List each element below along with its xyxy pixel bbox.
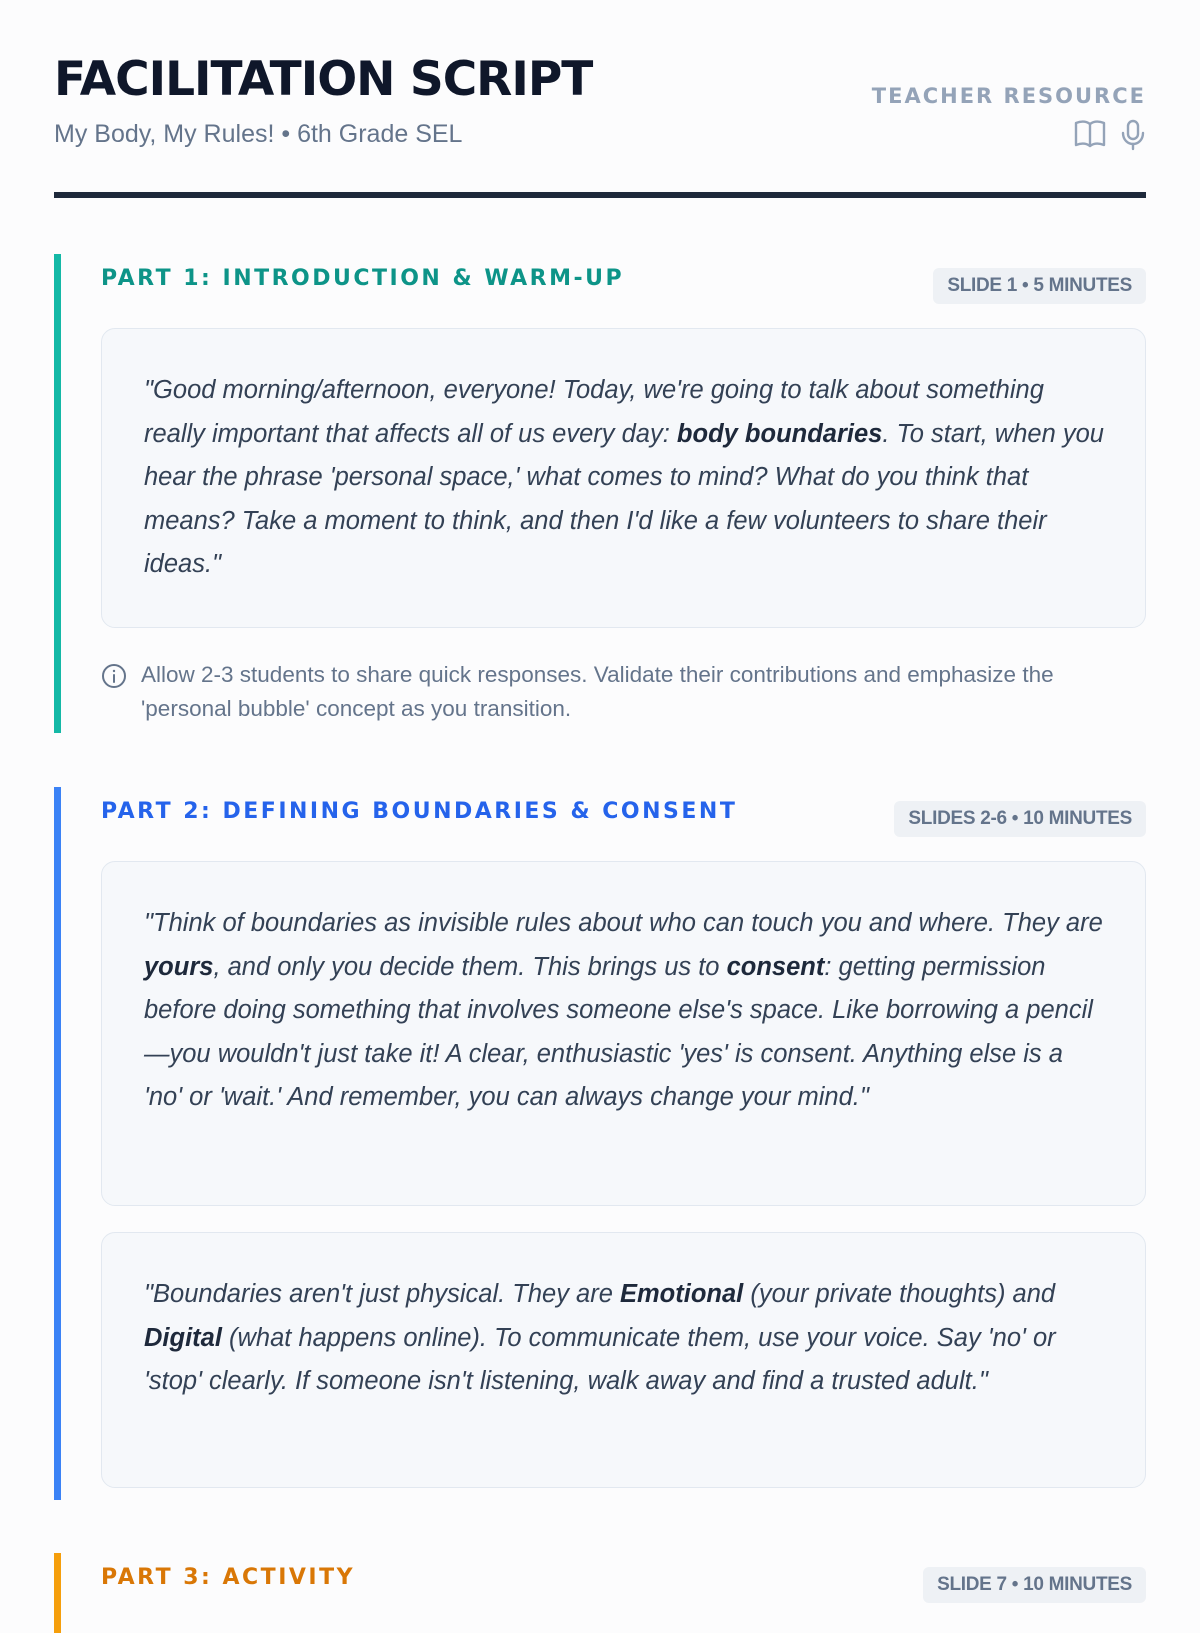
slide-time-badge: SLIDE 7 • 10 MINUTES [923, 1567, 1146, 1603]
info-icon [101, 658, 127, 726]
quote-text: "Good morning/afternoon, everyone! Today, we're going to talk about something really important that affects all of us every day: [144, 376, 1044, 448]
microphone-icon [1120, 119, 1146, 151]
section-part-2 [54, 787, 1146, 1500]
quote-emphasis: body boundaries [676, 419, 883, 448]
quote-emphasis: Digital [144, 1323, 222, 1352]
quote-text: , and only you decide them. This brings us to [213, 952, 727, 981]
section-title: PART 2: DEFINING BOUNDARIES & CONSENT [101, 799, 738, 824]
page-header [54, 0, 1146, 200]
quote-text: . To start, when you hear the phrase 'personal space,' what comes to mind? What do you think that means? Take a moment to think, and then I'd like a few volunteers to share their ideas." [144, 419, 1104, 578]
page-title: FACILITATION SCRIPT [54, 52, 593, 107]
quote-emphasis: Emotional [620, 1280, 744, 1308]
page-subtitle: My Body, My Rules! • 6th Grade SEL [54, 120, 463, 148]
header-icons [1074, 119, 1146, 151]
quote-emphasis: yours [144, 952, 214, 981]
script-quote [101, 328, 1146, 628]
facilitation-script-page [54, 0, 1146, 1595]
section-part-1 [54, 254, 1146, 733]
facilitator-note [101, 658, 1126, 726]
script-quote [101, 861, 1146, 1206]
section-header [101, 254, 1146, 296]
quote-text: "Think of boundaries as invisible rules about who can touch you and where. They are [144, 909, 1103, 937]
slide-time-badge: SLIDE 1 • 5 MINUTES [933, 268, 1146, 304]
quote-text: "Boundaries aren't just physical. They are [144, 1280, 620, 1308]
quote-text: (what happens online). To communicate them, use your voice. Say 'no' or 'stop' clearly. If someone isn't listening, walk away and find a trusted adult." [144, 1323, 1056, 1395]
section-title: PART 3: ACTIVITY [101, 1565, 356, 1590]
section-header [101, 1553, 1146, 1595]
quote-text: : getting permission before doing something that involves someone else's space. Like borrowing a pencil—you wouldn't just take it! A clear, enthusiastic 'yes' is consent. Anything else is a 'no' or 'wait.' And remember, you can always change your mind." [144, 952, 1093, 1111]
section-title: PART 1: INTRODUCTION & WARM-UP [101, 266, 625, 291]
section-header [101, 787, 1146, 829]
header-divider [54, 192, 1146, 198]
note-text: Allow 2-3 students to share quick responses. Validate their contributions and emphasize the 'personal bubble' concept as you transition. [141, 662, 1054, 721]
section-part-3 [54, 1553, 1146, 1633]
script-quote [101, 1232, 1146, 1488]
slide-time-badge: SLIDES 2-6 • 10 MINUTES [894, 801, 1146, 837]
book-open-icon [1074, 119, 1106, 151]
quote-text: (your private thoughts) and [743, 1280, 1056, 1308]
quote-emphasis: consent [726, 952, 825, 981]
teacher-resource-label: TEACHER RESOURCE [871, 84, 1146, 108]
